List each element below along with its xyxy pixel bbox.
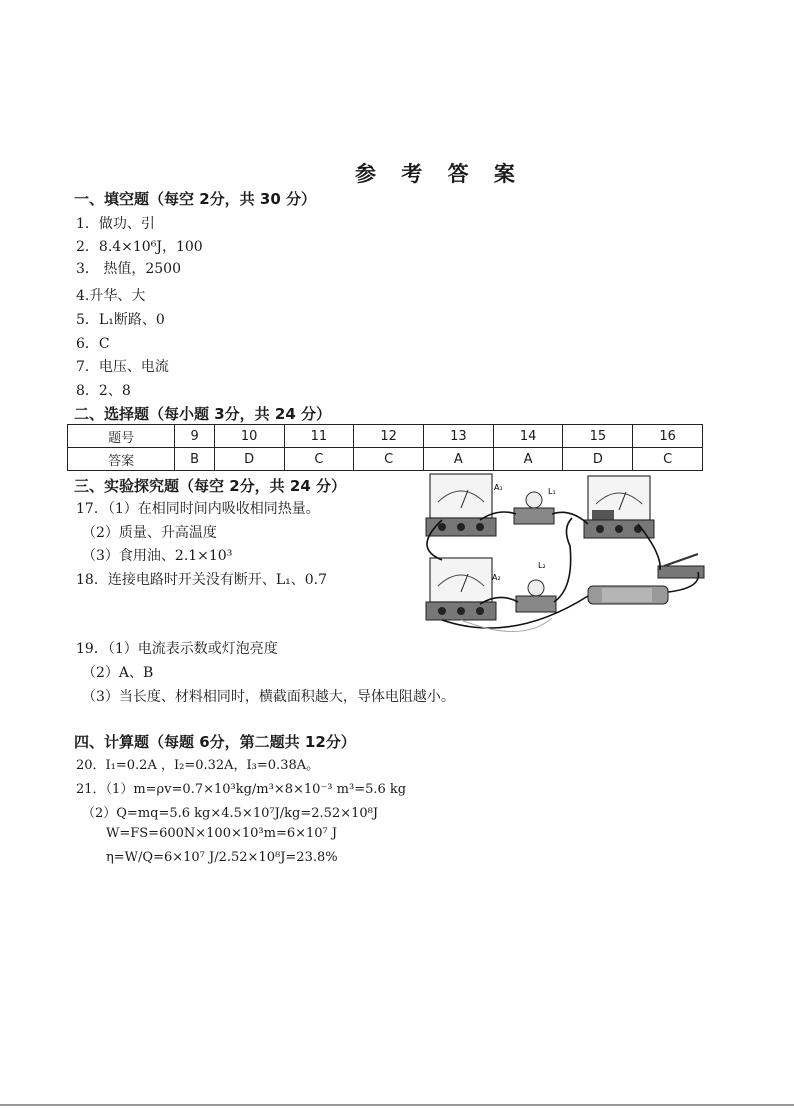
- answer-line: W=FS=600N×100×10³m=6×10⁷ J: [106, 826, 338, 841]
- answer-line: 7．电压、电流: [76, 359, 169, 375]
- table-cell: C: [633, 448, 703, 471]
- switch: [658, 554, 704, 578]
- answer-line: 3． 热值，2500: [76, 261, 181, 277]
- answer-line: （3）当长度、材料相同时，横截面积越大，导体电阻越小。: [82, 689, 455, 705]
- ammeter-a1-label: A₁: [494, 483, 503, 492]
- table-cell: D: [563, 448, 633, 471]
- ammeter-a1: [426, 474, 503, 536]
- ammeter-a3: [584, 476, 654, 538]
- table-cell: 答案: [68, 448, 175, 471]
- answer-line: 5．L₁断路、0: [76, 312, 165, 328]
- lamp-l2: [516, 561, 556, 612]
- table-cell: 14: [493, 425, 563, 448]
- table-row: [68, 425, 703, 448]
- table-cell: C: [354, 448, 424, 471]
- table-cell: 题号: [68, 425, 175, 448]
- battery: [588, 586, 668, 604]
- table-cell: D: [214, 448, 284, 471]
- answer-line: 2．8.4×10⁶J，100: [76, 239, 203, 255]
- answer-line: 1．做功、引: [76, 216, 155, 232]
- answer-line: （3）食用油、2.1×10³: [82, 548, 233, 564]
- table-cell: B: [175, 448, 214, 471]
- table-cell: 15: [563, 425, 633, 448]
- table-cell: A: [424, 448, 494, 471]
- ammeter-a2: [426, 558, 501, 620]
- table-cell: 10: [214, 425, 284, 448]
- answer-line: 21．（1）m=ρv=0.7×10³kg/m³×8×10⁻³ m³=5.6 kg: [76, 782, 407, 797]
- page-title: 参 考 答 案: [355, 162, 524, 186]
- section4-heading: 四、计算题（每题 6分，第二题共 12分）: [74, 733, 356, 751]
- table-cell: A: [493, 448, 563, 471]
- table-cell: 13: [424, 425, 494, 448]
- answer-line: 8．2、8: [76, 383, 131, 399]
- lamp-l1: [514, 487, 556, 524]
- lamp-l1-label: L₁: [548, 487, 556, 496]
- answer-line: （2）A、B: [82, 665, 154, 681]
- answer-line: （2）质量、升高温度: [82, 525, 217, 541]
- answer-line: 4.升华、大: [76, 288, 146, 304]
- table-cell: 9: [175, 425, 214, 448]
- answer-line: η=W/Q=6×10⁷ J/2.52×10⁸J=23.8%: [106, 850, 338, 865]
- section2-heading: 二、选择题（每小题 3分，共 24 分）: [74, 405, 331, 423]
- answer-line: 18．连接电路时开关没有断开、L₁、0.7: [76, 572, 327, 588]
- section1-heading: 一、填空题（每空 2分，共 30 分）: [74, 190, 316, 208]
- table-cell: 11: [284, 425, 354, 448]
- answer-line: 6．C: [76, 336, 110, 352]
- answer-line: 20．I₁=0.2A ，I₂=0.32A，I₃=0.38A。: [76, 758, 320, 773]
- answer-table: [67, 424, 703, 471]
- ammeter-a2-label: A₂: [492, 573, 501, 582]
- table-cell: C: [284, 448, 354, 471]
- table-cell: 16: [633, 425, 703, 448]
- lamp-l2-label: L₂: [538, 561, 546, 570]
- circuit-diagram: [402, 468, 712, 640]
- table-cell: 12: [354, 425, 424, 448]
- page-bottom-border: [0, 1104, 794, 1106]
- answer-line: （2）Q=mq=5.6 kg×4.5×10⁷J/kg=2.52×10⁸J: [82, 806, 379, 821]
- answer-line: 19．（1）电流表示数或灯泡亮度: [76, 641, 278, 657]
- section3-heading: 三、实验探究题（每空 2分，共 24 分）: [74, 477, 346, 495]
- answer-line: 17．（1）在相同时间内吸收相同热量。: [76, 501, 320, 517]
